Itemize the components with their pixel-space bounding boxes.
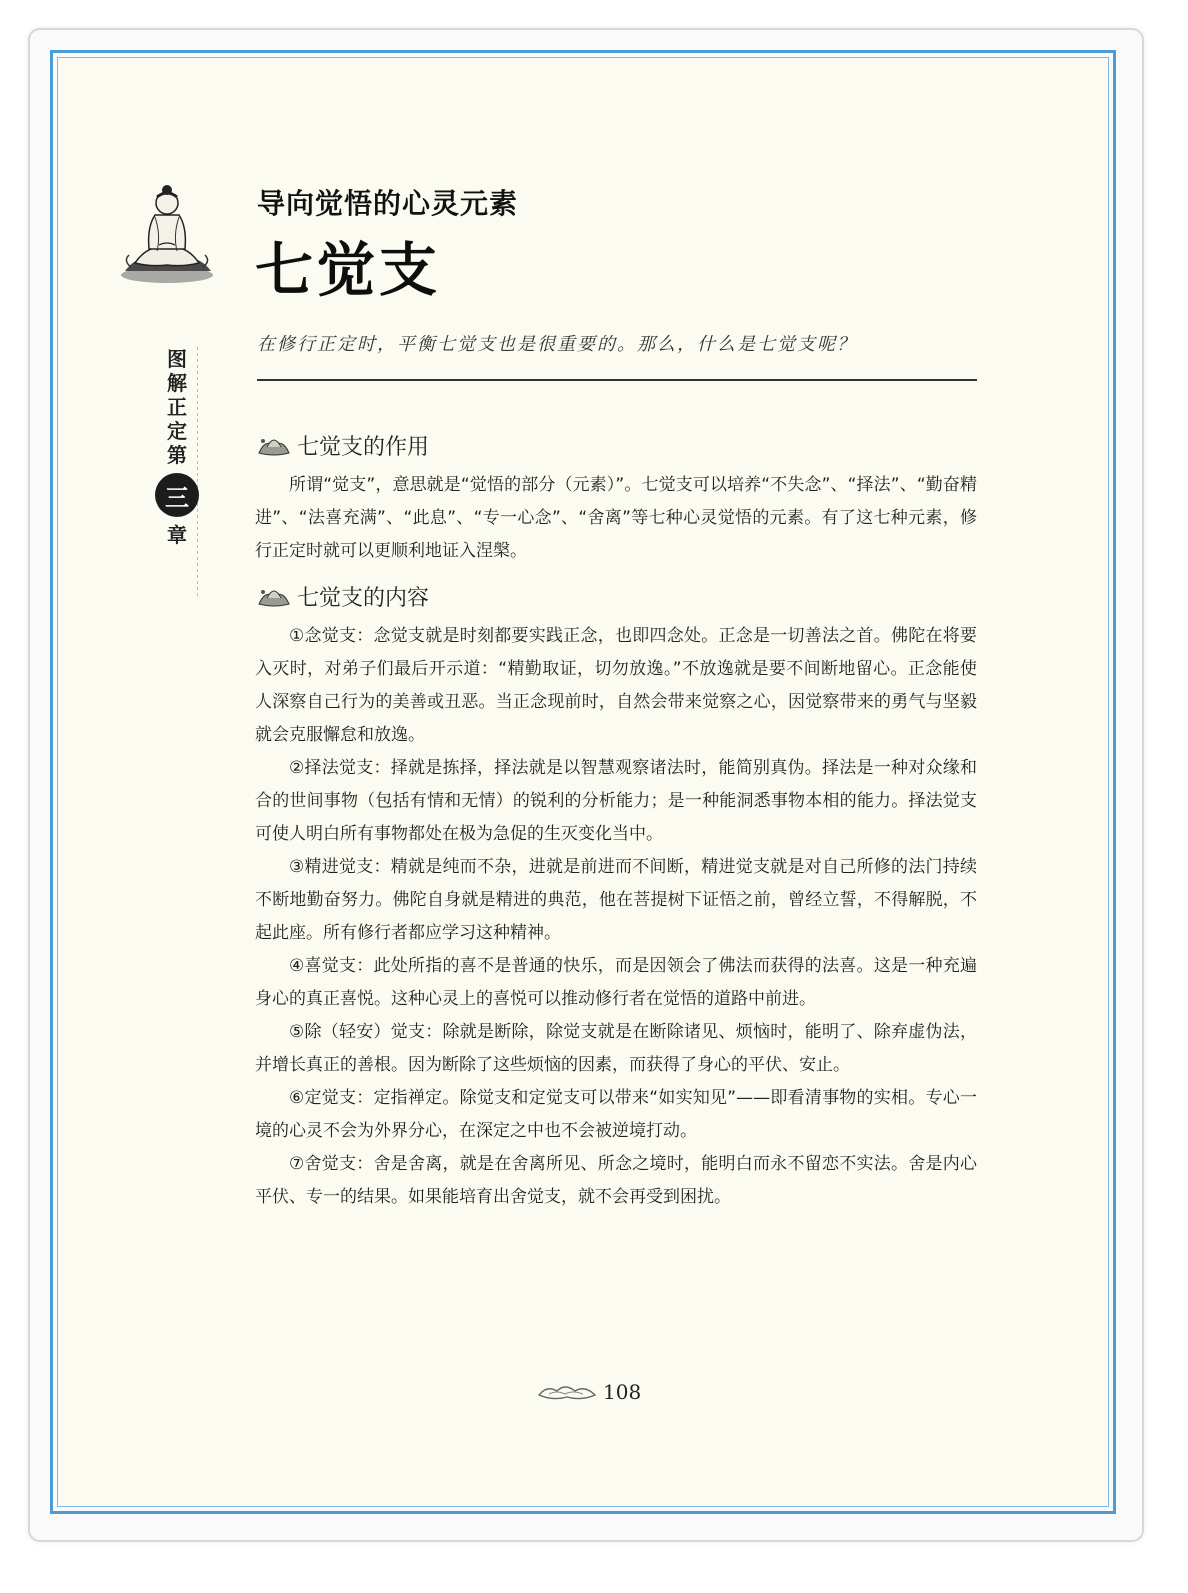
- page-footer: [537, 1377, 687, 1407]
- paragraph: ⑤除（轻安）觉支：除就是断除，除觉支就是在断除诸见、烦恼时，能明了、除弃虚伪法，并增长真正的善根。因为断除了这些烦恼的因素，而获得了身心的平伏、安止。: [255, 1022, 977, 1075]
- divider: [257, 379, 977, 381]
- section-title: 七觉支的内容: [297, 585, 430, 611]
- side-char: 正: [167, 395, 187, 419]
- paragraph: ②择法觉支：择就是拣择，择法就是以智慧观察诸法时，能简别真伪。择法是一种对众缘和合的世间事物（包括有情和无情）的锐利的分析能力；是一种能洞悉事物本相的能力。择法觉支可使人明白所有事物都处在极为急促的生灭变化当中。: [255, 758, 977, 844]
- paragraph: ⑦舍觉支：舍是舍离，就是在舍离所见、所念之境时，能明白而永不留恋不实法。舍是内心平伏、专一的结果。如果能培育出舍觉支，就不会再受到困扰。: [255, 1154, 977, 1207]
- side-char: 解: [167, 371, 187, 395]
- cloud-ornament-icon: [537, 1381, 597, 1403]
- lotus-icon: [255, 582, 293, 610]
- paragraph: ③精进觉支：精就是纯而不杂，进就是前进而不间断，精进觉支就是对自己所修的法门持续不断地勤奋努力。佛陀自身就是精进的典范，他在菩提树下证悟之前，曾经立誓，不得解脱，不起此座。所有修行者都应学习这种精神。: [255, 857, 977, 943]
- side-char: 定: [167, 419, 187, 443]
- main-content: [255, 427, 977, 1214]
- page-number: 108: [603, 1380, 642, 1404]
- intro-text: 在修行正定时，平衡七觉支也是很重要的。那么，什么是七觉支呢？: [257, 334, 857, 355]
- page-subtitle: 导向觉悟的心灵元素: [257, 187, 519, 220]
- buddha-illustration-icon: [117, 175, 217, 285]
- paragraph: ①念觉支：念觉支就是时刻都要实践正念，也即四念处。正念是一切善法之首。佛陀在将要入灭时，对弟子们最后开示道：“精勤取证，切勿放逸。”不放逸就是要不间断地留心。正念能使人深察自己行为的美善或丑恶。当正念现前时，自然会带来觉察之心，因觉察带来的勇气与坚毅就会克服懈怠和放逸。: [255, 626, 977, 745]
- side-char: 图: [167, 347, 187, 371]
- page-title: 七觉支: [255, 236, 442, 304]
- section-heading: [255, 578, 977, 614]
- paragraph: ④喜觉支：此处所指的喜不是普通的快乐，而是因领会了佛法而获得的法喜。这是一种充遍身心的真正喜悦。这种心灵上的喜悦可以推动修行者在觉悟的道路中前进。: [255, 956, 977, 1009]
- side-char: 章: [167, 523, 187, 547]
- section-title: 七觉支的作用: [297, 434, 430, 460]
- chapter-side-tab: [154, 347, 200, 597]
- paragraph: ⑥定觉支：定指禅定。除觉支和定觉支可以带来“如实知见”——即看清事物的实相。专心一境的心灵不会为外界分心，在深定之中也不会被逆境打动。: [255, 1088, 977, 1141]
- book-page: [57, 57, 1109, 1507]
- side-char: 第: [167, 443, 187, 467]
- lotus-icon: [255, 431, 293, 459]
- chapter-number-badge: 三: [155, 473, 199, 517]
- paragraph: 所谓“觉支”，意思就是“觉悟的部分（元素）”。七觉支可以培养“不失念”、“择法”、“勤奋精进”、“法喜充满”、“此息”、“专一心念”、“舍离”等七种心灵觉悟的元素。有了这七种元素，修行正定时就可以更顺利地证入涅槃。: [255, 475, 977, 561]
- section-heading: [255, 427, 977, 463]
